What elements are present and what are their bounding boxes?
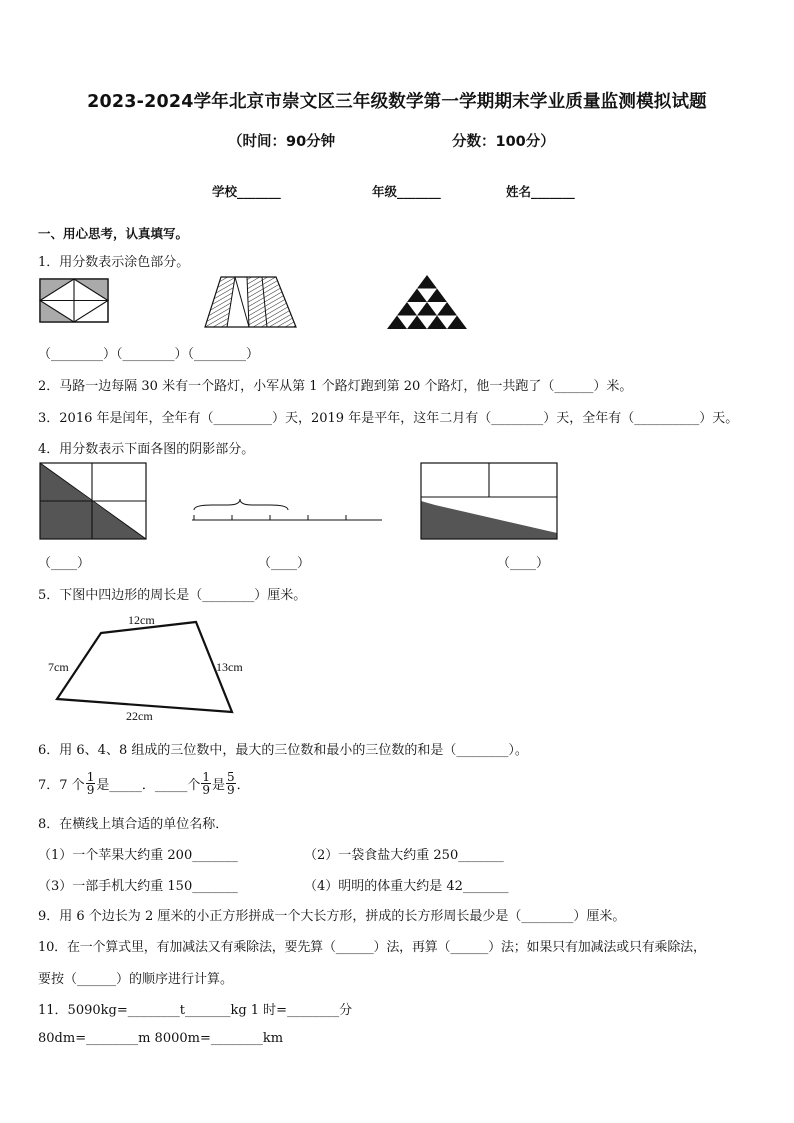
q1-answers[interactable]: （________）（________）（________） bbox=[38, 347, 260, 362]
question-4: 4．用分数表示下面各图的阴影部分。 bbox=[38, 442, 255, 457]
q7-part-1: 7．7 个 bbox=[38, 777, 85, 793]
q7-part-3: 是 bbox=[211, 777, 225, 793]
question-11-line-2: 80dm=________m 8000m=________km bbox=[38, 1031, 284, 1046]
q8-item-1[interactable]: （1）一个苹果大约重 200_______ bbox=[38, 848, 238, 863]
q5-label-bottom: 22cm bbox=[126, 709, 153, 723]
q4-answer-3[interactable]: （____） bbox=[497, 556, 550, 571]
q7-fraction-2: $\frac{1}{9}$ bbox=[202, 769, 210, 797]
q4-figure-number-line bbox=[192, 498, 384, 526]
q8-item-2[interactable]: （2）一袋食盐大约重 250_______ bbox=[304, 848, 504, 863]
q4-answer-2[interactable]: （____） bbox=[258, 556, 311, 571]
question-5: 5．下图中四边形的周长是（________）厘米。 bbox=[38, 588, 307, 603]
q5-label-right: 13cm bbox=[216, 660, 243, 674]
q8-item-4[interactable]: （4）明明的体重大约是 42_______ bbox=[304, 879, 509, 894]
question-10-line-2: 要按（______）的顺序进行计算。 bbox=[38, 972, 234, 987]
question-7 bbox=[38, 766, 250, 800]
q8-item-3[interactable]: （3）一部手机大约重 150_______ bbox=[38, 879, 238, 894]
section-title: 一、用心思考，认真填写。 bbox=[38, 226, 189, 241]
question-8: 8．在横线上填合适的单位名称． bbox=[38, 817, 229, 832]
q7-fraction-1: $\frac{1}{9}$ bbox=[86, 769, 95, 797]
exam-score: 分数：100分） bbox=[452, 134, 555, 150]
q1-figure-rectangle bbox=[40, 279, 110, 324]
q4-figure-rectangle-2 bbox=[421, 463, 561, 541]
question-3: 3．2016 年是闰年，全年有（_________）天，2019 年是平年，这年二月有（________）天，全年有（__________）天。 bbox=[38, 411, 739, 426]
name-field[interactable]: 姓名_______ bbox=[506, 184, 575, 199]
q4-figure-rectangle bbox=[40, 463, 148, 541]
q1-figure-triangle bbox=[386, 274, 468, 330]
q7-part-4: ． bbox=[236, 777, 250, 793]
question-9: 9．用 6 个边长为 2 厘米的小正方形拼成一个大长方形，拼成的长方形周长最少是（________）厘米。 bbox=[38, 909, 626, 924]
question-11-line-1: 11．5090kg=________t_______kg 1 时=________分 bbox=[38, 1003, 353, 1018]
q7-part-2[interactable]: 是_____．_____个 bbox=[96, 777, 201, 793]
grade-field[interactable]: 年级_______ bbox=[372, 184, 441, 199]
q5-label-top: 12cm bbox=[128, 613, 155, 627]
q7-fraction-3: $\frac{5}{9}$ bbox=[227, 769, 235, 797]
q1-figure-trapezoid bbox=[205, 276, 297, 329]
page-title: 2023-2024学年北京市崇文区三年级数学第一学期期末学业质量监测模拟试题 bbox=[87, 92, 707, 112]
question-1: 1．用分数表示涂色部分。 bbox=[38, 255, 190, 270]
question-2: 2．马路一边每隔 30 米有一个路灯，小军从第 1 个路灯跑到第 20 个路灯，他一共跑了（______）米。 bbox=[38, 379, 633, 394]
question-10-line-1: 10．在一个算式里，有加减法又有乘除法，要先算（______）法，再算（______）法；如果只有加减法或只有乘除法， bbox=[38, 940, 706, 955]
question-6: 6．用 6、4、8 组成的三位数中，最大的三位数和最小的三位数的和是（________）。 bbox=[38, 743, 528, 758]
q5-label-left: 7cm bbox=[48, 660, 69, 674]
exam-time: （时间：90分钟 bbox=[228, 134, 336, 150]
q4-answer-1[interactable]: （____） bbox=[38, 556, 91, 571]
school-field[interactable]: 学校_______ bbox=[212, 184, 281, 199]
